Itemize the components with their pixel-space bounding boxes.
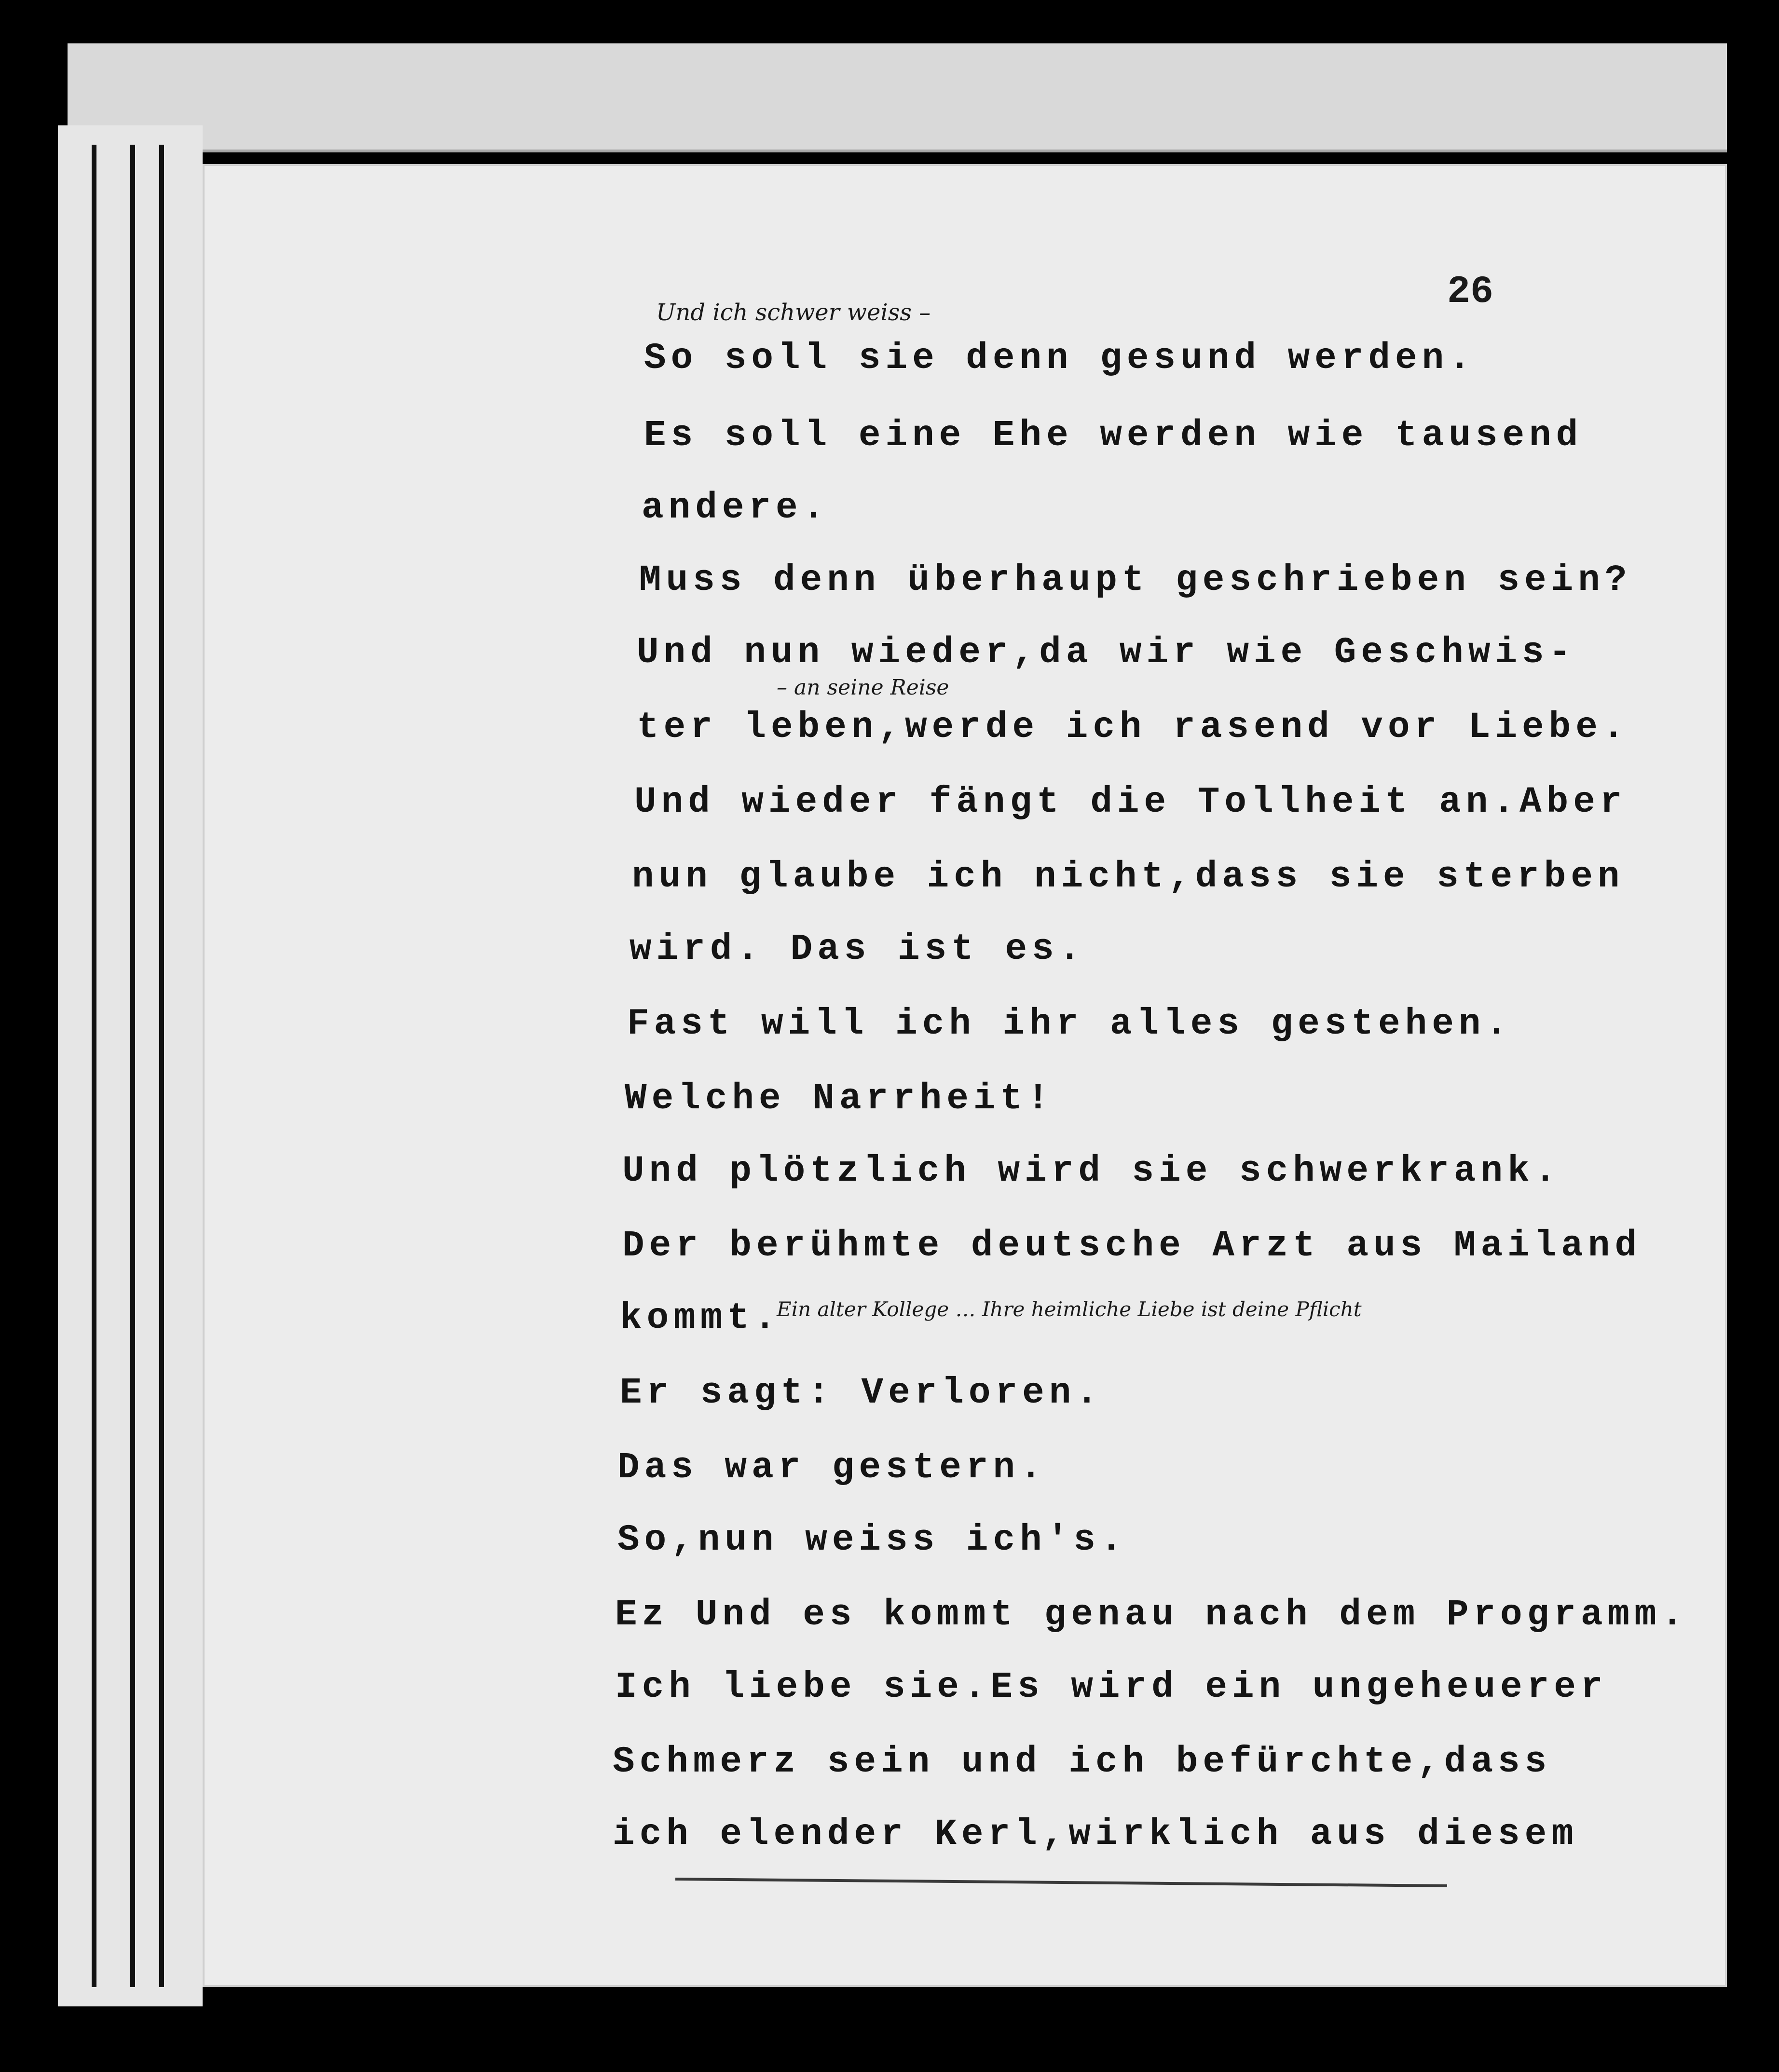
text-line-21: ich elender Kerl,wirklich aus diesem	[613, 1813, 1578, 1855]
stack-edge	[92, 145, 96, 1987]
text-line-20: Schmerz sein und ich befürchte,dass	[613, 1741, 1552, 1783]
text-line-14: kommt.	[620, 1297, 781, 1339]
text-line-1: So soll sie denn gesund werden.	[644, 338, 1476, 379]
text-line-4: Muss denn überhaupt geschrieben sein?	[639, 559, 1632, 601]
text-line-16: Das war gestern.	[617, 1447, 1047, 1488]
text-line-7: Und wieder fängt die Tollheit an.Aber	[634, 781, 1627, 823]
stack-edge	[159, 145, 164, 1987]
text-line-12: Und plötzlich wird sie schwerkrank.	[622, 1150, 1561, 1192]
text-line-6: ter leben,werde ich rasend vor Liebe.	[637, 707, 1629, 748]
page-number: 26	[1447, 270, 1494, 314]
text-line-5: Und nun wieder,da wir wie Geschwis-	[637, 632, 1576, 673]
stack-edge	[130, 145, 135, 1987]
text-line-11: Welche Narrheit!	[625, 1078, 1054, 1119]
background-sheet	[68, 43, 1727, 152]
text-line-18: Ez Und es kommt genau nach dem Programm.	[615, 1594, 1688, 1636]
text-line-2: Es soll eine Ehe werden wie tausend	[644, 415, 1583, 456]
text-line-10: Fast will ich ihr alles gestehen.	[627, 1003, 1513, 1045]
text-line-15: Er sagt: Verloren.	[620, 1372, 1103, 1414]
handwritten-note-kommt: Ein alter Kollege … Ihre heimliche Liebe ist deine Pflicht	[777, 1297, 1362, 1321]
text-line-3: andere.	[642, 487, 830, 529]
handwritten-note-line6: – an seine Reise	[777, 675, 949, 700]
text-line-17: So,nun weiss ich's.	[617, 1519, 1127, 1561]
text-line-9: wird. Das ist es.	[629, 928, 1086, 970]
text-line-19: Ich liebe sie.Es wird ein ungeheuerer	[615, 1666, 1608, 1708]
text-line-13: Der berühmte deutsche Arzt aus Mailand	[622, 1225, 1642, 1267]
text-line-8: nun glaube ich nicht,dass sie sterben	[632, 856, 1625, 898]
handwritten-note-top: Und ich schwer weiss –	[656, 299, 931, 326]
